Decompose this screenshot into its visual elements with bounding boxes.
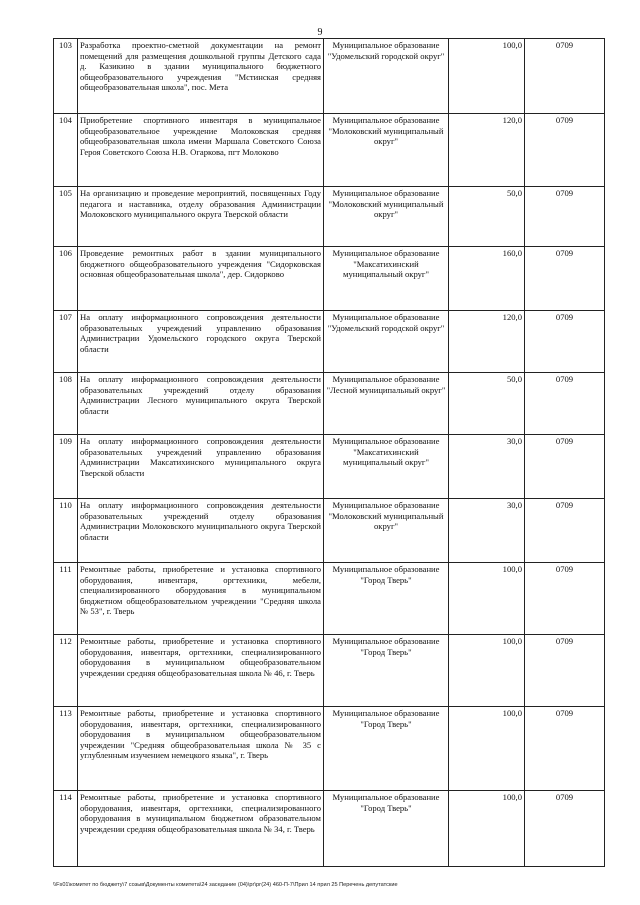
row-number: 111 xyxy=(54,563,78,635)
row-code: 0709 xyxy=(525,707,605,791)
row-code: 0709 xyxy=(525,791,605,867)
row-municipality: Муниципальное образование "Молоковский муниципальный округ" xyxy=(324,499,449,563)
row-number: 107 xyxy=(54,311,78,373)
table-row xyxy=(54,435,605,499)
row-amount: 30,0 xyxy=(449,435,525,499)
row-description: На оплату информационного сопровождения деятельности образовательных учреждений отделу образования Администрации Лесного муниципального округа Тверской области xyxy=(78,373,324,435)
row-description: Ремонтные работы, приобретение и установка спортивного оборудования, инвентаря, оргтехники, мебели, специализированного оборудования в муниципальном бюджетном общеобразовательном учреждении "Средняя школа № 53", г. Тверь xyxy=(78,563,324,635)
row-municipality: Муниципальное образование "Удомельский городской округ" xyxy=(324,311,449,373)
row-municipality: Муниципальное образование "Город Тверь" xyxy=(324,635,449,707)
table-row xyxy=(54,791,605,867)
row-description: Приобретение спортивного инвентаря в муниципальное общеобразовательное учреждение Молоковская средняя общеобразовательная школа имени Маршала Советского Союза Героя Советского Союза Н.В. Огаркова, пгт Молоково xyxy=(78,114,324,187)
row-code: 0709 xyxy=(525,187,605,247)
row-code: 0709 xyxy=(525,635,605,707)
row-amount: 160,0 xyxy=(449,247,525,311)
row-number: 114 xyxy=(54,791,78,867)
row-description: На организацию и проведение мероприятий, посвященных Году педагога и наставника, отделу образования Администрации Молоковского муниципального округа Тверской области xyxy=(78,187,324,247)
row-number: 110 xyxy=(54,499,78,563)
row-amount: 100,0 xyxy=(449,563,525,635)
table-row xyxy=(54,499,605,563)
row-amount: 120,0 xyxy=(449,114,525,187)
table-row xyxy=(54,635,605,707)
row-code: 0709 xyxy=(525,39,605,114)
table-row xyxy=(54,114,605,187)
row-municipality: Муниципальное образование "Максатихинский муниципальный округ" xyxy=(324,435,449,499)
page-number: 9 xyxy=(317,27,323,38)
row-code: 0709 xyxy=(525,114,605,187)
row-number: 103 xyxy=(54,39,78,114)
row-amount: 100,0 xyxy=(449,635,525,707)
file-path-footer: \\Fs01\комитет по бюджету\7 созыв\Документы комитета\24 заседание (04)\рг\рг(24) 460-П-7\Прил 14 прил 25 Перечень депутатские xyxy=(53,882,398,888)
row-description: На оплату информационного сопровождения деятельности образовательных учреждений отделу образования Администрации Молоковского муниципального округа Тверской области xyxy=(78,499,324,563)
row-amount: 50,0 xyxy=(449,187,525,247)
row-municipality: Муниципальное образование "Город Тверь" xyxy=(324,791,449,867)
row-number: 108 xyxy=(54,373,78,435)
row-code: 0709 xyxy=(525,563,605,635)
table-row xyxy=(54,563,605,635)
row-description: На оплату информационного сопровождения деятельности образовательных учреждений управлению образования Администрации Максатихинского муниципального округа Тверской области xyxy=(78,435,324,499)
row-description: Ремонтные работы, приобретение и установка спортивного оборудования, инвентаря, оргтехники, специализированного оборудования в муниципальном общеобразовательном учреждении средняя общеобразовательная школа № 46, г. Тверь xyxy=(78,635,324,707)
row-municipality: Муниципальное образование "Город Тверь" xyxy=(324,707,449,791)
row-code: 0709 xyxy=(525,435,605,499)
row-description: Ремонтные работы, приобретение и установка спортивного оборудования, инвентаря, оргтехники, специализированного оборудования в муниципальном общеобразовательном учреждении "Средняя общеобразовательная школа № 35 с углубленным изучением немецкого языка", г. Тверь xyxy=(78,707,324,791)
row-code: 0709 xyxy=(525,499,605,563)
row-municipality: Муниципальное образование "Молоковский муниципальный округ" xyxy=(324,114,449,187)
row-municipality: Муниципальное образование "Лесной муниципальный округ" xyxy=(324,373,449,435)
row-number: 104 xyxy=(54,114,78,187)
row-amount: 50,0 xyxy=(449,373,525,435)
row-number: 106 xyxy=(54,247,78,311)
table-row xyxy=(54,39,605,114)
row-municipality: Муниципальное образование "Удомельский городской округ" xyxy=(324,39,449,114)
row-amount: 120,0 xyxy=(449,311,525,373)
row-description: На оплату информационного сопровождения деятельности образовательных учреждений управлению образования Администрации Удомельского городского округа Тверской области xyxy=(78,311,324,373)
row-number: 109 xyxy=(54,435,78,499)
row-amount: 100,0 xyxy=(449,39,525,114)
row-amount: 30,0 xyxy=(449,499,525,563)
row-municipality: Муниципальное образование "Город Тверь" xyxy=(324,563,449,635)
row-amount: 100,0 xyxy=(449,707,525,791)
row-description: Ремонтные работы, приобретение и установка спортивного оборудования, инвентаря, оргтехники, специализированного оборудования в муниципальном бюджетном образовательном учреждении средняя общеобразовательная школа № 34, г. Тверь xyxy=(78,791,324,867)
row-code: 0709 xyxy=(525,247,605,311)
row-description: Разработка проектно-сметной документации на ремонт помещений для размещения дошкольной группы Детского сада д. Казикино в здании муниципального бюджетного общеобразовательного учреждения "Мстинская средняя общеобразовательная школа", пос. Мета xyxy=(78,39,324,114)
table-row xyxy=(54,187,605,247)
row-code: 0709 xyxy=(525,311,605,373)
appropriations-table xyxy=(53,38,605,867)
table-row xyxy=(54,247,605,311)
table-row xyxy=(54,707,605,791)
row-municipality: Муниципальное образование "Максатихинский муниципальный округ" xyxy=(324,247,449,311)
row-number: 105 xyxy=(54,187,78,247)
row-municipality: Муниципальное образование "Молоковский муниципальный округ" xyxy=(324,187,449,247)
table-row xyxy=(54,311,605,373)
row-description: Проведение ремонтных работ в здании муниципального бюджетного общеобразовательного учреждения "Сидорковская основная общеобразовательная школа", дер. Сидорково xyxy=(78,247,324,311)
row-amount: 100,0 xyxy=(449,791,525,867)
row-number: 112 xyxy=(54,635,78,707)
table-row xyxy=(54,373,605,435)
row-code: 0709 xyxy=(525,373,605,435)
row-number: 113 xyxy=(54,707,78,791)
